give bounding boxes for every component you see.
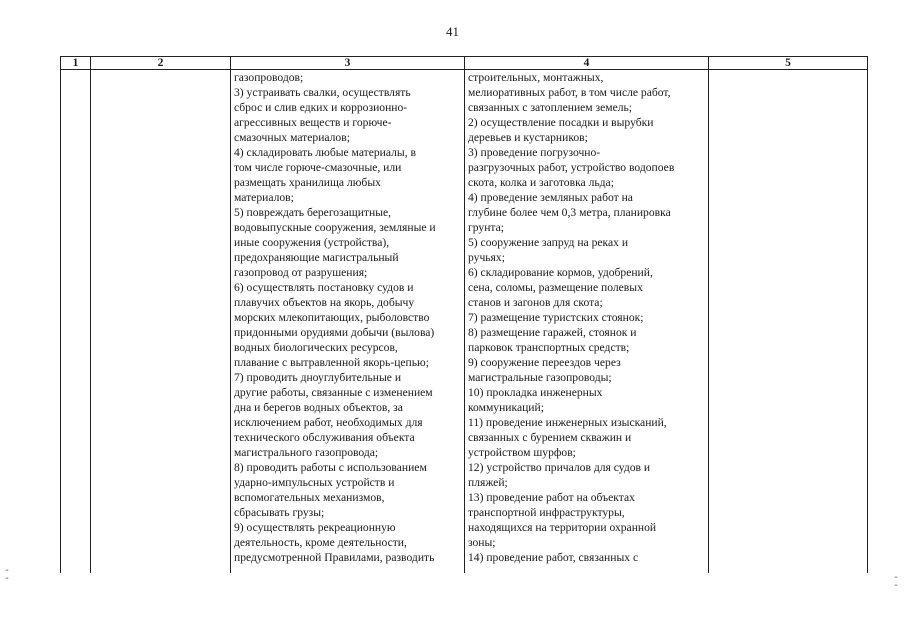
text-line: технического обслуживания объекта — [234, 431, 415, 444]
text-line: плавучих объектов на якорь, добычу — [234, 296, 415, 309]
text-line: магистральные газопроводы; — [468, 371, 612, 384]
text-line: 12) устройство причалов для судов и — [468, 461, 651, 474]
text-line: мелиоративных работ, в том числе работ, — [468, 86, 671, 99]
column-header-3: 3 — [231, 57, 465, 70]
text-line: деятельность, кроме деятельности, — [234, 536, 407, 549]
text-line: предохраняющие магистральный — [234, 251, 399, 264]
text-line: смазочных материалов; — [234, 131, 350, 144]
text-line: 4) проведение земляных работ на — [468, 191, 633, 204]
text-line: вспомогательных механизмов, — [234, 491, 385, 504]
text-line: устройством шурфов; — [468, 446, 576, 459]
document-table — [60, 56, 868, 573]
text-line: транспортной инфраструктуры, — [468, 506, 625, 519]
text-line: иные сооружения (устройства), — [234, 236, 390, 249]
text-line: разгрузочных работ, устройство водопоев — [468, 161, 675, 174]
text-line: 4) складировать любые материалы, в — [234, 146, 416, 159]
text-line: строительных, монтажных, — [468, 71, 604, 84]
text-line: 9) сооружение переездов через — [468, 356, 621, 369]
right-edge-mark: - - — [893, 572, 900, 591]
text-line: газопровод от разрушения; — [234, 266, 368, 279]
left-edge-mark: - - — [4, 565, 11, 584]
text-line: 3) устраивать свалки, осуществлять — [234, 86, 411, 99]
column-header-4: 4 — [465, 57, 709, 70]
text-line: исключением работ, необходимых для — [234, 416, 423, 429]
text-line: водных биологических ресурсов, — [234, 341, 398, 354]
text-line: 13) проведение работ на объектах — [468, 491, 635, 504]
column-header-5: 5 — [709, 57, 868, 70]
text-line: ручьях; — [468, 251, 505, 264]
text-line: сбрасывать грузы; — [234, 506, 325, 519]
text-line: сброс и слив едких и коррозионно- — [234, 101, 408, 114]
text-line: 8) размещение гаражей, стоянок и — [468, 326, 637, 339]
cell-col-4-permitted-works — [465, 70, 709, 574]
cell-col-1 — [61, 70, 91, 574]
table-header-row — [61, 57, 868, 70]
text-line: связанных с бурением скважин и — [468, 431, 632, 444]
text-line: материалов; — [234, 191, 294, 204]
text-line: водовыпускные сооружения, земляные и — [234, 221, 436, 234]
text-line: размещать хранилища любых — [234, 176, 381, 189]
text-line: другие работы, связанные с изменением — [234, 386, 433, 399]
text-line: скота, колка и заготовка льда; — [468, 176, 614, 189]
cell-col-2 — [91, 70, 231, 574]
text-line: коммуникаций; — [468, 401, 544, 414]
text-line: 3) проведение погрузочно- — [468, 146, 601, 159]
text-line: придонными орудиями добычи (вылова) — [234, 326, 435, 339]
text-line: деревьев и кустарников; — [468, 131, 588, 144]
text-line: 5) сооружение запруд на реках и — [468, 236, 629, 249]
text-line: 2) осуществление посадки и вырубки — [468, 116, 654, 129]
text-line: 8) проводить работы с использованием — [234, 461, 427, 474]
text-line: газопроводов; — [234, 71, 304, 84]
text-line: предусмотренной Правилами, разводить — [234, 551, 435, 564]
text-line: сена, соломы, размещение полевых — [468, 281, 643, 294]
text-line: зоны; — [468, 536, 496, 549]
text-line: 7) размещение туристских стоянок; — [468, 311, 644, 324]
text-line: плавание с вытравленной якорь-цепью; — [234, 356, 429, 369]
text-line: 6) складирование кормов, удобрений, — [468, 266, 653, 279]
text-line: пляжей; — [468, 476, 508, 489]
text-line: связанных с затоплением земель; — [468, 101, 633, 114]
column-header-1: 1 — [61, 57, 91, 70]
column-header-2: 2 — [91, 57, 231, 70]
text-line: 10) прокладка инженерных — [468, 386, 603, 399]
text-line: 5) повреждать берегозащитные, — [234, 206, 392, 219]
text-line: 9) осуществлять рекреационную — [234, 521, 396, 534]
text-line: магистрального газопровода; — [234, 446, 379, 459]
page-number: 41 — [446, 24, 459, 39]
text-line: морских млекопитающих, рыболовство — [234, 311, 430, 324]
text-line: 11) проведение инженерных изысканий, — [468, 416, 667, 429]
text-line: 6) осуществлять постановку судов и — [234, 281, 414, 294]
text-line: находящихся на территории охранной — [468, 521, 657, 534]
text-line: 14) проведение работ, связанных с — [468, 551, 639, 564]
table-row — [61, 70, 868, 574]
text-line: станов и загонов для скота; — [468, 296, 603, 309]
text-line: парковок транспортных средств; — [468, 341, 630, 354]
text-line: агрессивных веществ и горюче- — [234, 116, 392, 129]
text-line: глубине более чем 0,3 метра, планировка — [468, 206, 671, 219]
text-line: том числе горюче-смазочные, или — [234, 161, 402, 174]
text-line: ударно-импульсных устройств и — [234, 476, 395, 489]
cell-col-3-prohibitions — [231, 70, 465, 574]
text-line: 7) проводить дноуглубительные и — [234, 371, 402, 384]
cell-col-5 — [709, 70, 868, 574]
text-line: дна и берегов водных объектов, за — [234, 401, 403, 414]
text-line: грунта; — [468, 221, 504, 234]
